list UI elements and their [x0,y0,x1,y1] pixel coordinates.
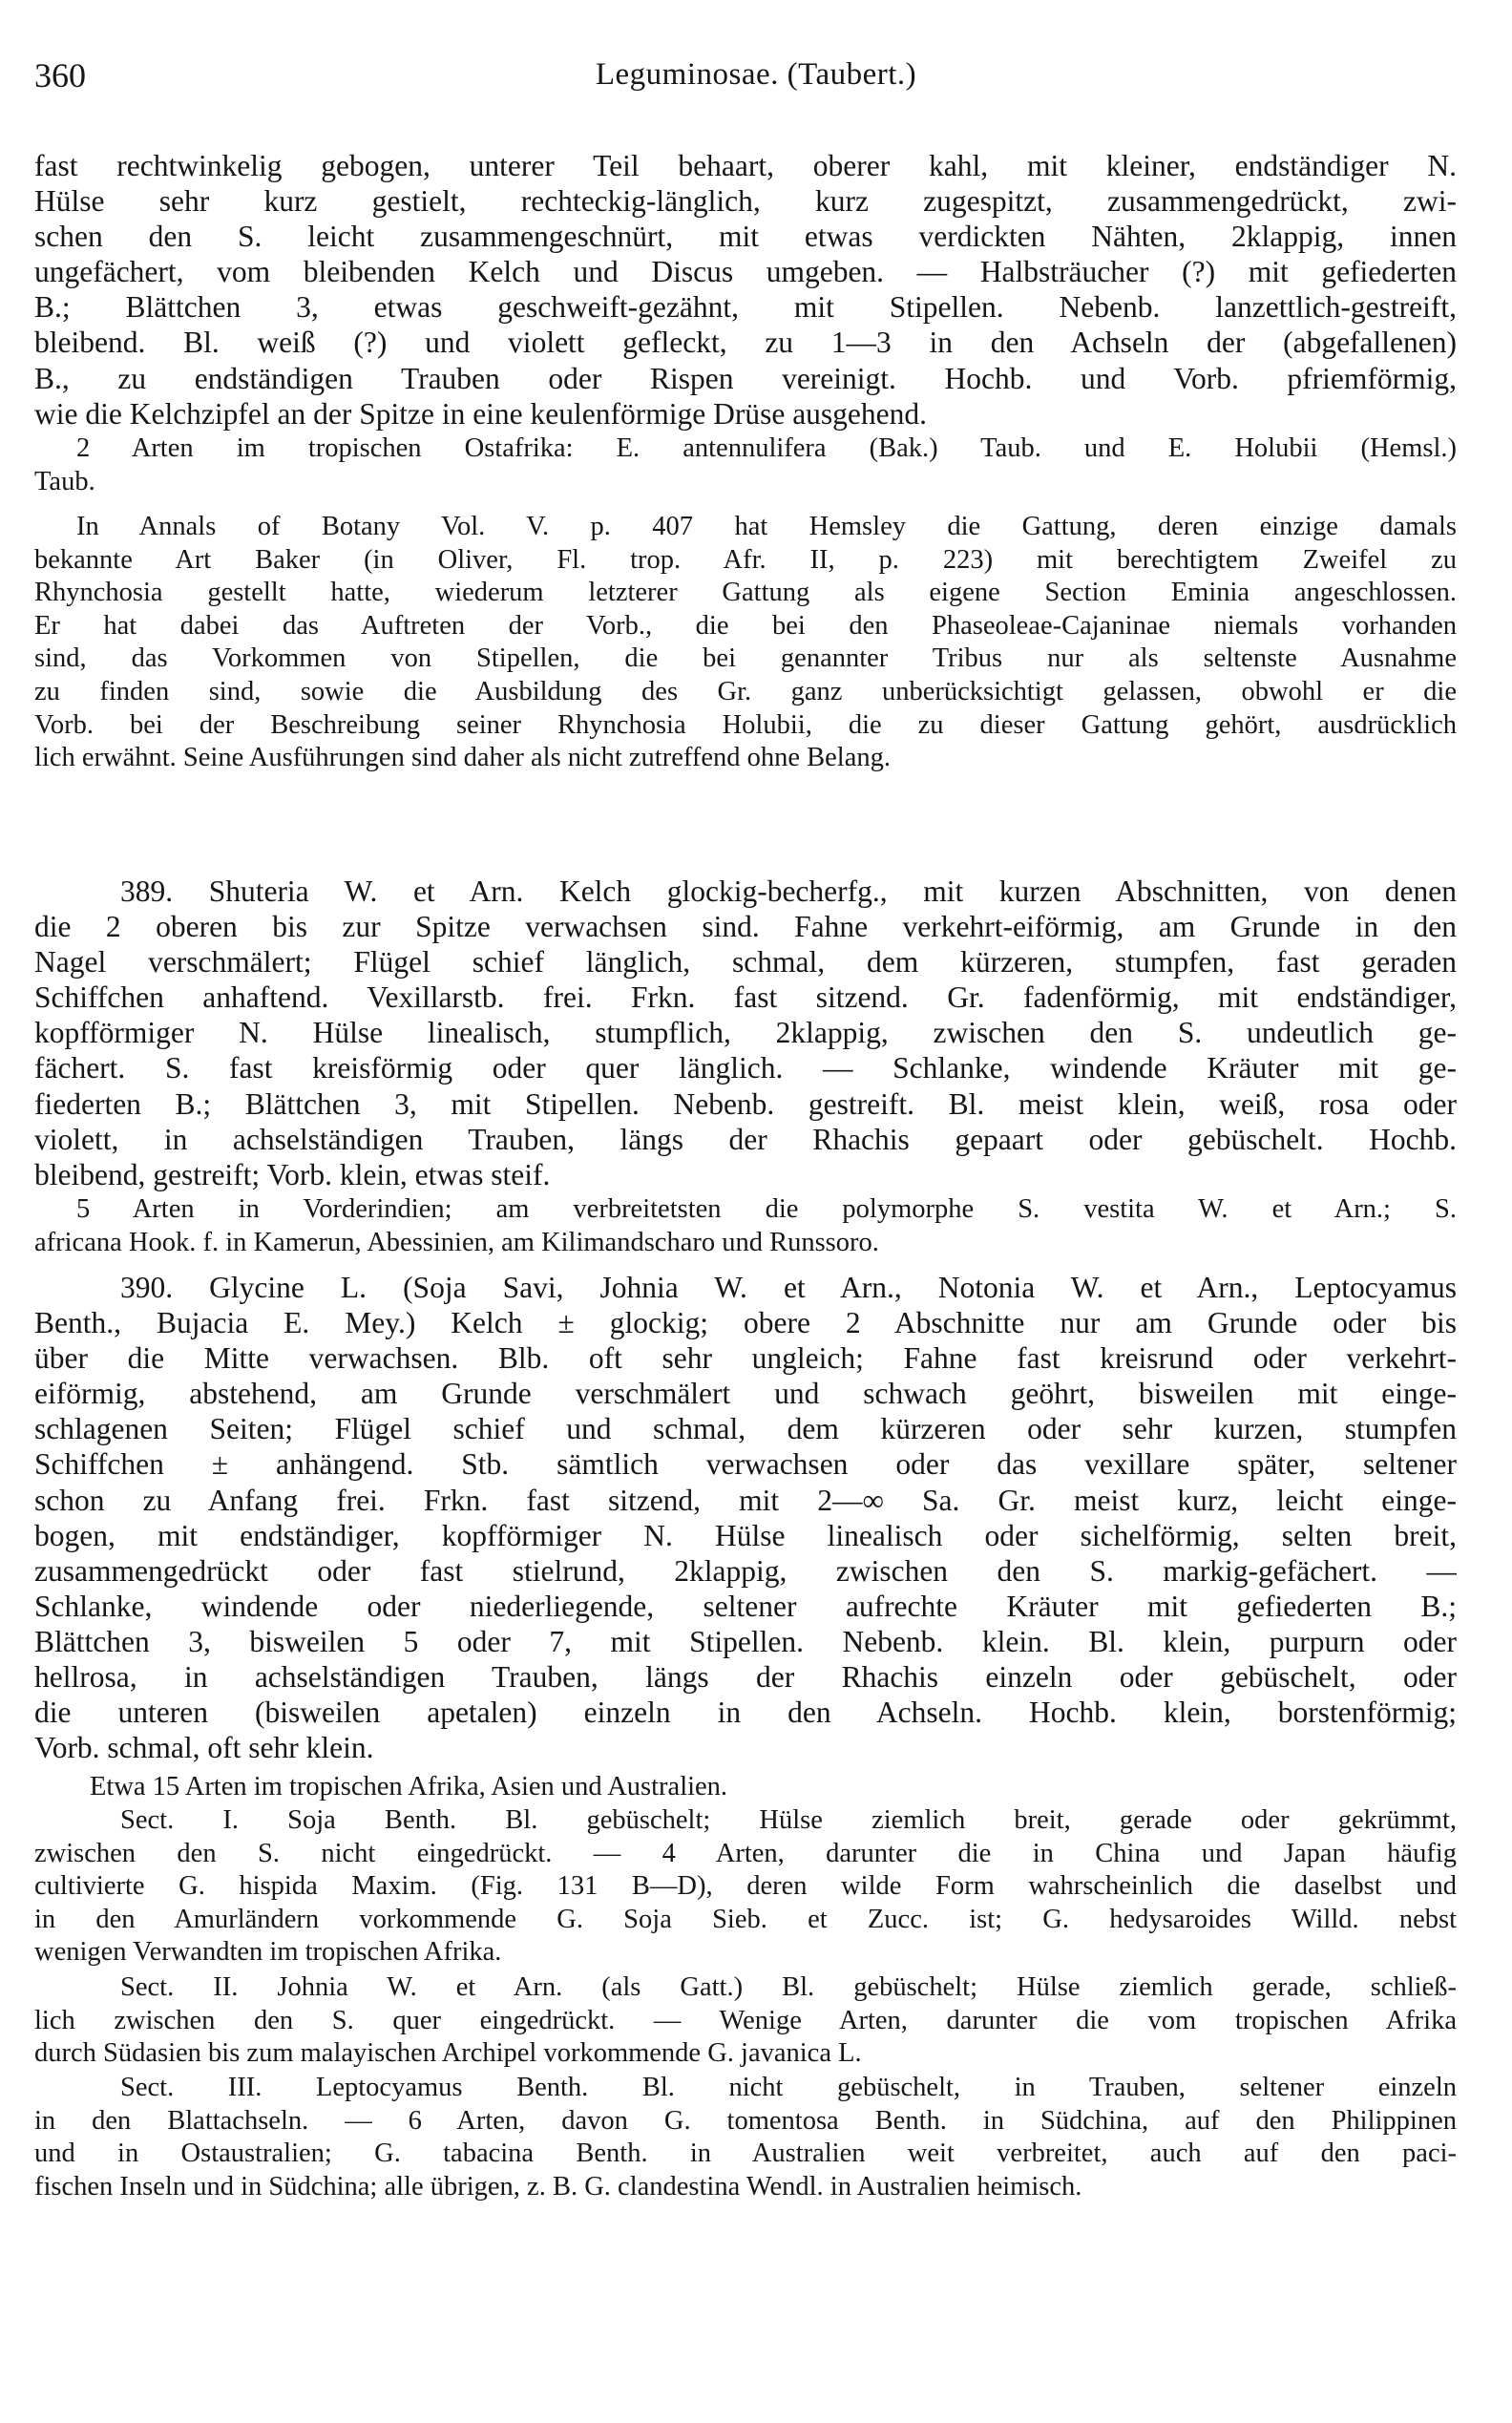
text-line: Nagel verschmälert; Flügel schief länglich, schmal, dem kürzeren, stumpfen, fast geraden [34,945,1457,980]
text-line: B.; Blättchen 3, etwas geschweift-gezähnt, mit Stipellen. Nebenb. lanzettlich-gestreift, [34,290,1457,325]
text-line: Etwa 15 Arten im tropischen Afrika, Asien und Australien. [90,1772,728,1801]
text-line: bleibend. Bl. weiß (?) und violett gefleckt, zu 1—3 in den Achseln der (abgefallenen) [34,326,1457,360]
text-line: Sect. III. Leptocyamus Benth. Bl. nicht gebüschelt, in Trauben, seltener einzeln [120,2073,1457,2102]
text-line: in den Blattachseln. — 6 Arten, davon G. tomentosa Benth. in Südchina, auf den Philippinen [34,2105,1457,2136]
genus-390-sect-1-paragraph [34,1804,1457,1970]
text-line: Schiffchen ± anhängend. Stb. sämtlich verwachsen oder das vexillare später, seltener [34,1447,1457,1482]
text-line: lich zwischen den S. quer eingedrückt. — Wenige Arten, darunter die vom tropischen Afrika [34,2005,1457,2035]
text-line: Sect. I. Soja Benth. Bl. gebüschelt; Hülse ziemlich breit, gerade oder gekrümmt, [120,1805,1457,1835]
text-line: ungefächert, vom bleibenden Kelch und Discus umgeben. — Halbsträucher (?) mit gefiederten [34,255,1457,289]
running-head [34,55,1478,101]
text-line: fächert. S. fast kreisförmig oder quer länglich. — Schlanke, windende Kräuter mit ge- [34,1051,1457,1085]
text-line: bogen, mit endständiger, kopfförmiger N. Hülse linealisch oder sichelförmig, selten breit, [34,1518,1457,1552]
genus-388-continued-paragraph [34,148,1457,432]
text-line: africana Hook. f. in Kamerun, Abessinien, am Kilimandscharo und Runssoro. [34,1227,879,1257]
text-line: fischen Inseln und in Südchina; alle übrigen, z. B. G. clandestina Wendl. in Australien heimisch. [34,2171,1082,2202]
text-line: schlagenen Seiten; Flügel schief und schmal, dem kürzeren oder sehr kurzen, stumpfen [34,1412,1457,1446]
genus-390-sect-2-paragraph [34,1971,1457,2071]
text-line: 2 Arten im tropischen Ostafrika: E. antennulifera (Bak.) Taub. und E. Holubii (Hemsl.) [76,433,1457,463]
text-line: die 2 oberen bis zur Spitze verwachsen sind. Fahne verkehrt-eiförmig, am Grunde in den [34,910,1457,944]
text-line: fast rechtwinkelig gebogen, unterer Teil behaart, oberer kahl, mit kleiner, endständiger N. [34,149,1457,182]
text-line: eiförmig, abstehend, am Grunde verschmälert und schwach geöhrt, bisweilen mit einge- [34,1377,1457,1411]
text-line: über die Mitte verwachsen. Blb. oft sehr ungleich; Fahne fast kreisrund oder verkehrt- [34,1341,1457,1376]
text-line: schen den S. leicht zusammengeschnürt, mit etwas verdickten Nähten, 2klappig, innen [34,220,1457,254]
text-line: Rhynchosia gestellt hatte, wiederum letzterer Gattung als eigene Section Eminia angeschlossen. [34,578,1457,608]
text-line: Taub. [34,466,95,496]
text-line: Vorb. bei der Beschreibung seiner Rhynchosia Holubii, die zu dieser Gattung gehört, ausdrücklich [34,709,1457,740]
genus-389-species-paragraph [34,1193,1457,1259]
text-line: sind, das Vorkommen von Stipellen, die bei genannter Tribus nur als seltenste Ausnahme [34,643,1457,674]
text-line: lich erwähnt. Seine Ausführungen sind daher als nicht zutreffend ohne Belang. [34,743,891,773]
text-line: kopfförmiger N. Hülse linealisch, stumpflich, 2klappig, zwischen den S. undeutlich ge- [34,1016,1457,1050]
text-line: Schiffchen anhaftend. Vexillarstb. frei. Frkn. fast sitzend. Gr. fadenförmig, mit endständiger, [34,980,1457,1015]
text-line: fiederten B.; Blättchen 3, mit Stipellen. Nebenb. gestreift. Bl. meist klein, weiß, rosa oder [34,1086,1457,1121]
text-line: die unteren (bisweilen apetalen) einzeln in den Achseln. Hochb. klein, borstenförmig; [34,1696,1457,1730]
text-line: Hülse sehr kurz gestielt, rechteckig-länglich, kurz zugespitzt, zusammengedrückt, zwi- [34,184,1457,219]
text-line: cultivierte G. hispida Maxim. (Fig. 131 B—D), deren wilde Form wahrscheinlich die daselbst und [34,1871,1457,1902]
genus-390-paragraph [34,1270,1457,1765]
text-line: wie die Kelchzipfel an der Spitze in eine keulenförmige Drüse ausgehend. [34,396,928,431]
text-line: hellrosa, in achselständigen Trauben, längs der Rhachis einzeln oder gebüschelt, oder [34,1660,1457,1695]
genus-390-sect-3-paragraph [34,2072,1457,2203]
text-line: Blättchen 3, bisweilen 5 oder 7, mit Stipellen. Nebenb. klein. Bl. klein, purpurn oder [34,1624,1457,1658]
genus-390-species-paragraph [34,1771,1457,1804]
text-line: Sect. II. Johnia W. et Arn. (als Gatt.) Bl. gebüschelt; Hülse ziemlich gerade, schließ- [120,1972,1457,2002]
text-line: Er hat dabei das Auftreten der Vorb., die bei den Phaseoleae-Cajaninae niemals vorhanden [34,610,1457,641]
genus-389-paragraph [34,874,1457,1192]
page-number: 360 [34,56,86,95]
text-line: bekannte Art Baker (in Oliver, Fl. trop. Afr. II, p. 223) mit berechtigtem Zweifel zu [34,544,1457,575]
genus-388-species-paragraph [34,432,1457,498]
text-line: violett, in achselständigen Trauben, längs der Rhachis gepaart oder gebüschelt. Hochb. [34,1122,1457,1156]
text-line: In Annals of Botany Vol. V. p. 407 hat Hemsley die Gattung, deren einzige damals [76,512,1457,541]
text-line: zu finden sind, sowie die Ausbildung des Gr. ganz unberücksichtigt gelassen, obwohl er die [34,676,1457,706]
genus-388-note-paragraph [34,511,1457,775]
text-line: Schlanke, windende oder niederliegende, seltener aufrechte Kräuter mit gefiederten B.; [34,1589,1457,1623]
text-line: 390. Glycine L. (Soja Savi, Johnia W. et Arn., Notonia W. et Arn., Leptocyamus [120,1271,1457,1304]
text-line: Benth., Bujacia E. Mey.) Kelch ± glockig; obere 2 Abschnitte nur am Grunde oder bis [34,1306,1457,1340]
text-line: B., zu endständigen Trauben oder Rispen vereinigt. Hochb. und Vorb. pfriemförmig, [34,361,1457,395]
text-line: schon zu Anfang frei. Frkn. fast sitzend, mit 2—∞ Sa. Gr. meist kurz, leicht einge- [34,1483,1457,1517]
text-line: zusammengedrückt oder fast stielrund, 2klappig, zwischen den S. markig-gefächert. — [34,1553,1457,1588]
running-title: Leguminosae. (Taubert.) [595,57,917,92]
text-line: in den Amurländern vorkommende G. Soja Sieb. et Zucc. ist; G. hedysaroides Willd. nebst [34,1904,1457,1934]
text-line: 389. Shuteria W. et Arn. Kelch glockig-becherfg., mit kurzen Abschnitten, von denen [120,874,1457,908]
text-line: und in Ostaustralien; G. tabacina Benth. in Australien weit verbreitet, auch auf den paci- [34,2139,1457,2169]
text-line: bleibend, gestreift; Vorb. klein, etwas steif. [34,1157,551,1191]
text-line: zwischen den S. nicht eingedrückt. — 4 Arten, darunter die in China und Japan häufig [34,1838,1457,1868]
text-line: wenigen Verwandten im tropischen Afrika. [34,1937,502,1968]
text-line: Vorb. schmal, oft sehr klein. [34,1731,374,1765]
text-line: 5 Arten in Vorderindien; am verbreitetsten die polymorphe S. vestita W. et Arn.; S. [76,1194,1457,1224]
text-line: durch Südasien bis zum malayischen Archipel vorkommende G. javanica L. [34,2038,862,2069]
